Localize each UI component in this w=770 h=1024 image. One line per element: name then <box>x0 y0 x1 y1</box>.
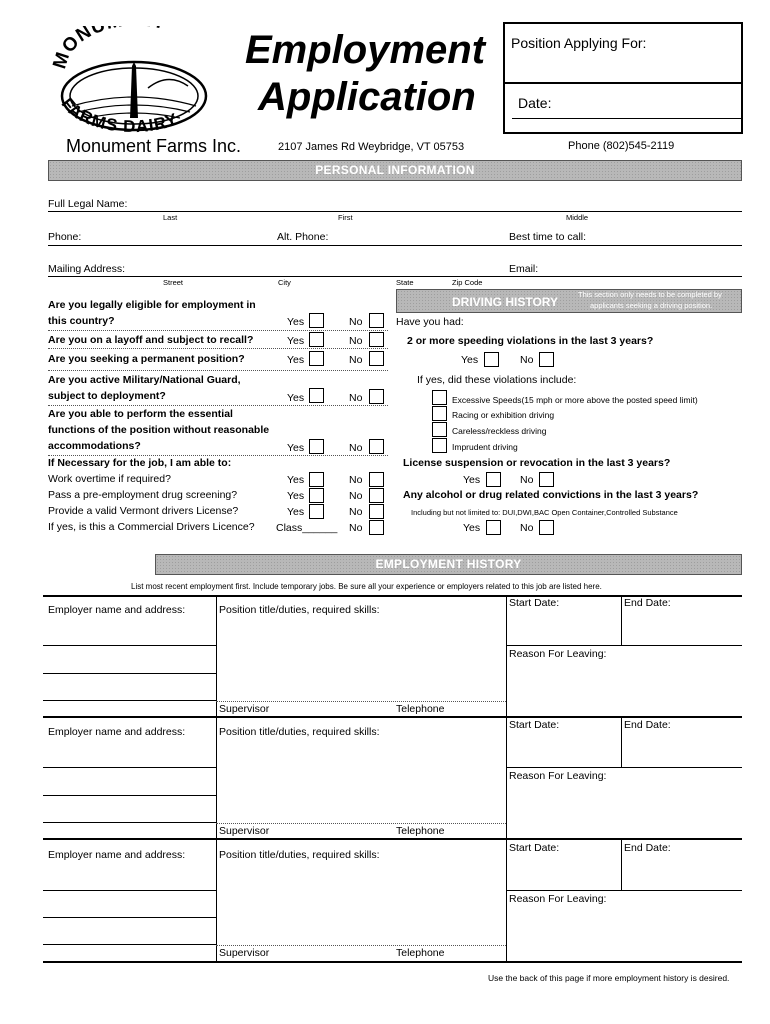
employment-3-reason-input[interactable] <box>508 906 740 958</box>
employment-3-end-input[interactable] <box>623 856 740 886</box>
name-first-caption: First <box>338 213 353 222</box>
violation-imprudent-checkbox[interactable] <box>432 438 447 453</box>
start-date-label: Start Date: <box>509 597 560 609</box>
telephone-label: Telephone <box>396 947 445 959</box>
q-essential-line1: Are you able to perform the essential <box>48 408 233 420</box>
full-name-label: Full Legal Name: <box>48 198 128 210</box>
violation-imprudent-label: Imprudent driving <box>452 442 518 452</box>
q-vt-license: Provide a valid Vermont drivers License? <box>48 505 239 517</box>
no-label: No <box>349 316 363 328</box>
q-drug-yes-checkbox[interactable] <box>309 488 324 503</box>
violation-excessive-checkbox[interactable] <box>432 390 447 405</box>
no-label: No <box>349 392 363 404</box>
yes-label: Yes <box>287 490 305 502</box>
q-military-no-checkbox[interactable] <box>369 389 384 404</box>
employment-2-end-input[interactable] <box>623 734 740 764</box>
company-phone: Phone (802)545-2119 <box>568 140 675 152</box>
speeding-yes-checkbox[interactable] <box>484 352 499 367</box>
driving-note-line2: applicants seeking a driving position. <box>590 301 713 310</box>
q-layoff-no-checkbox[interactable] <box>369 332 384 347</box>
employment-3-position-input[interactable] <box>218 862 504 942</box>
employment-history-header: EMPLOYMENT HISTORY <box>155 554 742 575</box>
footer-note: Use the back of this page if more employment history is desired. <box>488 973 730 983</box>
suspension-yes-checkbox[interactable] <box>486 472 501 487</box>
yes-label: Yes <box>461 354 479 366</box>
no-label: No <box>349 506 363 518</box>
q-layoff-yes-checkbox[interactable] <box>309 332 324 347</box>
q-military-line2: subject to deployment? <box>48 390 166 402</box>
no-label: No <box>349 490 363 502</box>
company-name: Monument Farms Inc. <box>66 136 242 156</box>
yes-label: Yes <box>287 442 305 454</box>
end-date-label: End Date: <box>624 842 671 854</box>
reason-leaving-label: Reason For Leaving: <box>509 893 607 905</box>
q-cdl-no-checkbox[interactable] <box>369 520 384 535</box>
q-eligible-no-checkbox[interactable] <box>369 313 384 328</box>
yes-label: Yes <box>463 474 481 486</box>
yes-label: Yes <box>463 522 481 534</box>
reason-leaving-label: Reason For Leaving: <box>509 770 607 782</box>
addr-zip-caption: Zip Code <box>452 278 483 287</box>
q-permanent-yes-checkbox[interactable] <box>309 351 324 366</box>
best-time-input[interactable] <box>596 229 742 243</box>
company-address: 2107 James Rd Weybridge, VT 05753 <box>278 141 465 153</box>
employer-label: Employer name and address: <box>48 849 186 861</box>
q-essential-line3: accommodations? <box>48 440 141 452</box>
end-date-label: End Date: <box>624 719 671 731</box>
no-label: No <box>349 354 363 366</box>
q-military-line1: Are you active Military/National Guard, <box>48 374 241 386</box>
yes-label: Yes <box>287 474 305 486</box>
employer-label: Employer name and address: <box>48 604 186 616</box>
q-permanent-no-checkbox[interactable] <box>369 351 384 366</box>
yes-label: Yes <box>287 316 305 328</box>
q-permanent: Are you seeking a permanent position? <box>48 353 245 365</box>
employment-2-reason-input[interactable] <box>508 784 740 836</box>
q-essential-line2: functions of the position without reasonable <box>48 424 270 436</box>
position-duties-label: Position title/duties, required skills: <box>219 604 380 616</box>
date-label: Date: <box>518 95 552 111</box>
no-label: No <box>349 335 363 347</box>
title-line-2: Application <box>258 75 476 119</box>
violation-racing-label: Racing or exhibition driving <box>452 410 555 420</box>
employment-2-start-input[interactable] <box>508 734 618 764</box>
position-duties-label: Position title/duties, required skills: <box>219 726 380 738</box>
alcohol-including-note: Including but not limited to: DUI,DWI,BAC Open Container,Controlled Substance <box>411 508 678 517</box>
addr-state-caption: State <box>396 278 414 287</box>
employment-1-start-input[interactable] <box>508 612 618 642</box>
speeding-no-checkbox[interactable] <box>539 352 554 367</box>
alt-phone-input[interactable] <box>334 229 504 243</box>
employment-3-employer-input[interactable] <box>44 862 214 888</box>
title-line-1: Employment <box>245 28 486 72</box>
position-applying-label: Position Applying For: <box>511 35 647 51</box>
date-input[interactable] <box>560 88 740 126</box>
driving-note-line1: This section only needs to be completed by <box>578 290 722 299</box>
q-overtime-no-checkbox[interactable] <box>369 472 384 487</box>
employment-2-employer-input[interactable] <box>44 740 214 766</box>
mailing-address-input[interactable] <box>132 261 502 275</box>
name-last-caption: Last <box>163 213 178 222</box>
phone-label: Phone: <box>48 231 82 243</box>
best-time-label: Best time to call: <box>509 231 587 243</box>
logo-top-text: MONU <box>49 26 110 72</box>
driving-history-title: DRIVING HISTORY <box>452 295 559 309</box>
alcohol-yes-checkbox[interactable] <box>486 520 501 535</box>
alcohol-question: Any alcohol or drug related convictions in the last 3 years? <box>403 489 699 501</box>
violation-excessive-label: Excessive Speeds(15 mph or more above the posted speed limit) <box>452 395 698 405</box>
no-label: No <box>349 474 363 486</box>
violation-careless-label: Careless/reckless driving <box>452 426 547 436</box>
q-essential-no-checkbox[interactable] <box>369 439 384 454</box>
employment-1-end-input[interactable] <box>623 612 740 642</box>
violation-careless-checkbox[interactable] <box>432 422 447 437</box>
employment-1-position-input[interactable] <box>218 618 504 698</box>
email-input[interactable] <box>544 261 742 275</box>
yes-label: Yes <box>287 335 305 347</box>
suspension-question: License suspension or revocation in the last 3 years? <box>403 457 671 469</box>
no-label: No <box>520 354 534 366</box>
employment-1-employer-input[interactable] <box>44 618 214 644</box>
company-logo <box>48 26 218 134</box>
employment-1-reason-input[interactable] <box>508 662 740 714</box>
q-overtime: Work overtime if required? <box>48 473 171 485</box>
q-layoff: Are you on a layoff and subject to recall? <box>48 334 254 346</box>
have-you-had-label: Have you had: <box>396 316 464 328</box>
employment-instructions: List most recent employment first. Include temporary jobs. Be sure all your experience or employers related to this job are listed here. <box>131 582 602 591</box>
alt-phone-label: Alt. Phone: <box>277 231 329 243</box>
full-name-input[interactable] <box>130 196 742 210</box>
q-overtime-yes-checkbox[interactable] <box>309 472 324 487</box>
violation-racing-checkbox[interactable] <box>432 406 447 421</box>
employment-3-start-input[interactable] <box>508 856 618 886</box>
phone-input[interactable] <box>86 229 271 243</box>
employment-2-position-input[interactable] <box>218 740 504 820</box>
suspension-no-checkbox[interactable] <box>539 472 554 487</box>
name-middle-caption: Middle <box>566 213 589 222</box>
q-drug-screening: Pass a pre-employment drug screening? <box>48 489 238 501</box>
reason-leaving-label: Reason For Leaving: <box>509 648 607 660</box>
q-cdl: If yes, is this a Commercial Drivers Licence? <box>48 521 255 533</box>
start-date-label: Start Date: <box>509 842 560 854</box>
q-drug-no-checkbox[interactable] <box>369 488 384 503</box>
telephone-label: Telephone <box>396 703 445 715</box>
no-label: No <box>349 442 363 454</box>
q-license-yes-checkbox[interactable] <box>309 504 324 519</box>
no-label: No <box>349 522 363 534</box>
position-applying-input[interactable] <box>509 30 741 80</box>
speeding-question: 2 or more speeding violations in the last 3 years? <box>407 335 654 347</box>
yes-label: Yes <box>287 392 305 404</box>
employer-label: Employer name and address: <box>48 726 186 738</box>
supervisor-label: Supervisor <box>219 825 270 837</box>
no-label: No <box>520 522 534 534</box>
supervisor-label: Supervisor <box>219 947 270 959</box>
q-military-yes-checkbox[interactable] <box>309 388 324 403</box>
mailing-address-label: Mailing Address: <box>48 263 126 275</box>
alcohol-no-checkbox[interactable] <box>539 520 554 535</box>
start-date-label: Start Date: <box>509 719 560 731</box>
addr-street-caption: Street <box>163 278 184 287</box>
no-label: No <box>520 474 534 486</box>
position-duties-label: Position title/duties, required skills: <box>219 849 380 861</box>
q-eligible-line2: this country? <box>48 315 115 327</box>
q-license-no-checkbox[interactable] <box>369 504 384 519</box>
logo-bottom-text: FARMS DAIRY <box>57 94 181 134</box>
telephone-label: Telephone <box>396 825 445 837</box>
addr-city-caption: City <box>278 278 291 287</box>
q-essential-yes-checkbox[interactable] <box>309 439 324 454</box>
q-eligible-line1: Are you legally eligible for employment in <box>48 299 256 311</box>
if-yes-violations-label: If yes, did these violations include: <box>417 374 577 386</box>
email-label: Email: <box>509 263 539 275</box>
end-date-label: End Date: <box>624 597 671 609</box>
q-necessary-heading: If Necessary for the job, I am able to: <box>48 457 232 469</box>
supervisor-label: Supervisor <box>219 703 270 715</box>
yes-label: Yes <box>287 506 305 518</box>
q-eligible-yes-checkbox[interactable] <box>309 313 324 328</box>
yes-label: Yes <box>287 354 305 366</box>
cdl-class-field[interactable]: Class______ <box>276 522 338 534</box>
personal-info-header: PERSONAL INFORMATION <box>48 160 742 181</box>
